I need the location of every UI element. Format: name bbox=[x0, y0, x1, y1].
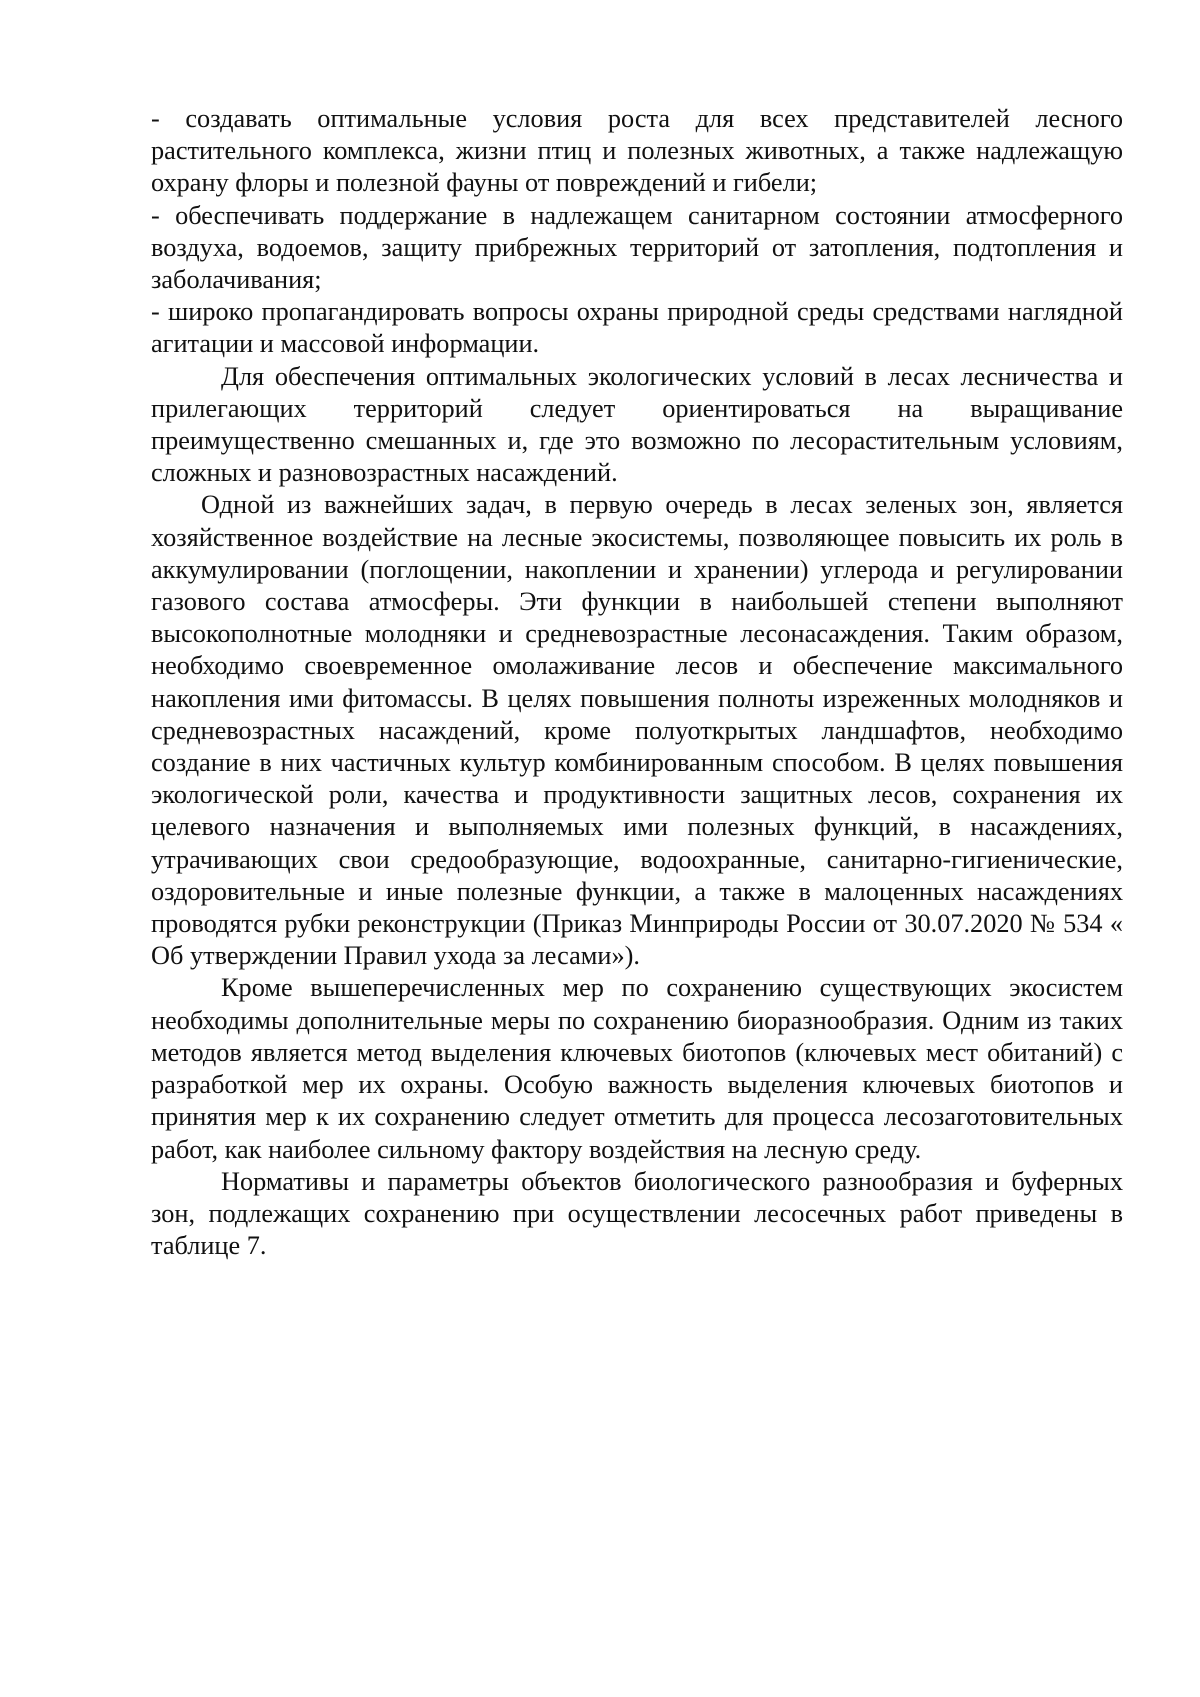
paragraph-table-reference: Нормативы и параметры объектов биологического разнообразия и буферных зон, подлежащих сохранению при осуществлении лесосечных работ приведены в таблице 7. bbox=[151, 1166, 1123, 1261]
paragraph-main-tasks: Одной из важнейших задач, в первую очередь в лесах зеленых зон, является хозяйственное воздействие на лесные экосистемы, позволяющее повысить их роль в аккумулировании (поглощении, накоплении и хранении) углерода и регулировании газового состава атмосферы. Эти функции в наибольшей степени выполняют высокополнотные молодняки и средневозрастные лесонасаждения. Таким образом, необходимо своевременное омолаживание лесов и обеспечение максимального накопления ими фитомассы. В целях повышения полноты изреженных молодняков и средневозрастных насаждений, кроме полуоткрытых ландшафтов, необходимо создание в них частичных культур комбинированным способом. В целях повышения экологической роли, качества и продуктивности защитных лесов, сохранения их целевого назначения и выполняемых ими полезных функций, в насаждениях, утрачивающих свои средообразующие, водоохранные, санитарно-гигиенические, оздоровительные и иные полезные функции, а также в малоценных насаждениях проводятся рубки реконструкции (Приказ Минприроды России от 30.07.2020 № 534 « Об утверждении Правил ухода за лесами»). bbox=[151, 490, 1123, 971]
bullet-paragraph-sanitary-state: - обеспечивать поддержание в надлежащем санитарном состоянии атмосферного воздуха, водоемов, защиту прибрежных территорий от затопления, подтопления и заболачивания; bbox=[151, 200, 1123, 295]
bullet-paragraph-propaganda: - широко пропагандировать вопросы охраны природной среды средствами наглядной агитации и массовой информации. bbox=[151, 297, 1123, 359]
document-page bbox=[151, 103, 1123, 1262]
bullet-paragraph-growth-conditions: - создавать оптимальные условия роста для всех представителей лесного растительного комплекса, жизни птиц и полезных животных, а также надлежащую охрану флоры и полезной фауны от повреждений и гибели; bbox=[151, 104, 1123, 198]
paragraph-optimal-conditions: Для обеспечения оптимальных экологических условий в лесах лесничества и прилегающих территорий следует ориентироваться на выращивание преимущественно смешанных и, где это возможно по лесорастительным условиям, сложных и разновозрастных насаждений. bbox=[151, 361, 1123, 488]
paragraph-biodiversity: Кроме вышеперечисленных мер по сохранению существующих экосистем необходимы дополнительные меры по сохранению биоразнообразия. Одним из таких методов является метод выделения ключевых биотопов (ключевых мест обитаний) с разработкой мер их охраны. Особую важность выделения ключевых биотопов и принятия мер к их сохранению следует отметить для процесса лесозаготовительных работ, как наиболее сильному фактору воздействия на лесную среду. bbox=[151, 973, 1123, 1164]
